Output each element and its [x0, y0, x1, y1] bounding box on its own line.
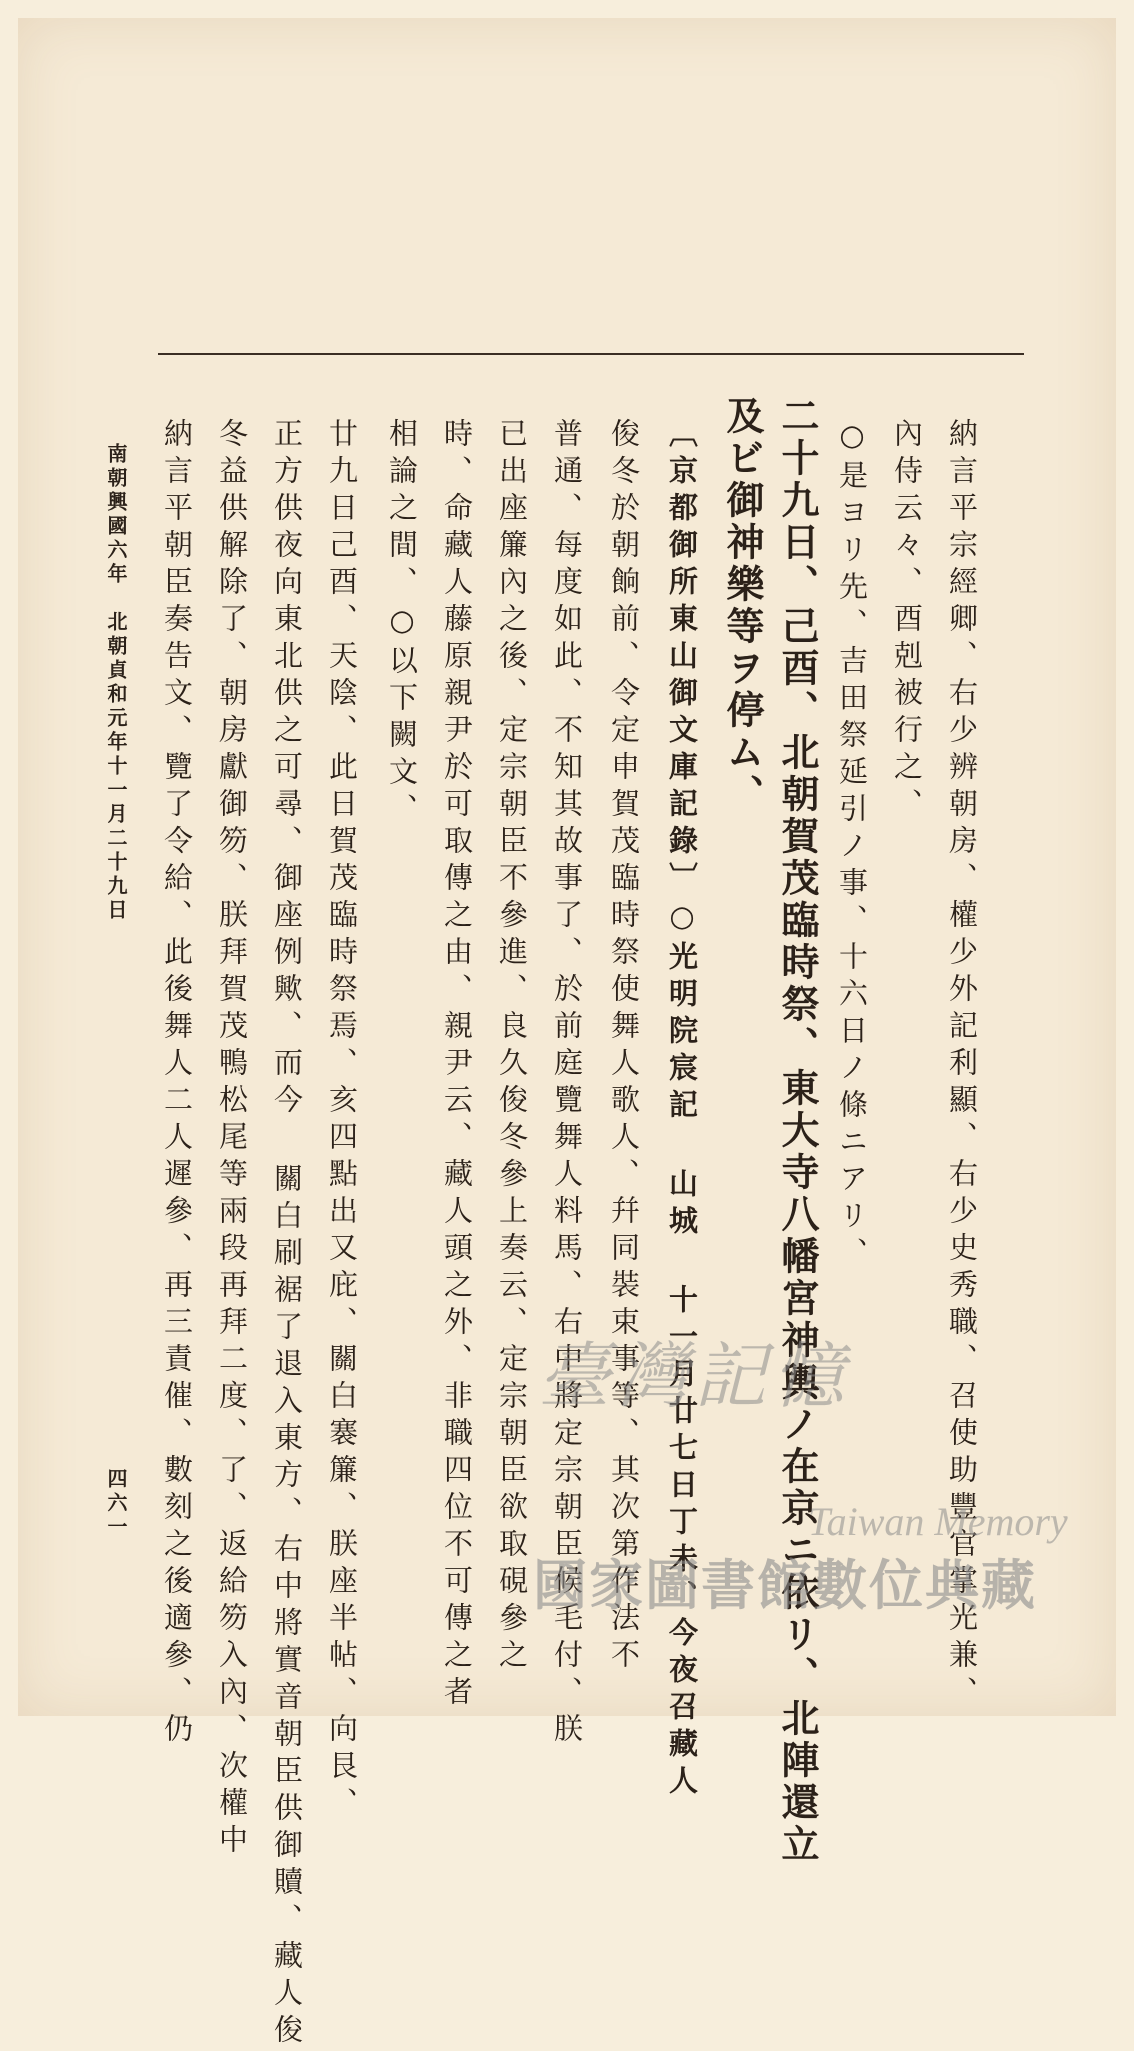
header-rule: [158, 353, 1024, 355]
text-column-3: ○是ヨリ先、吉田祭延引ノ事、十六日ノ條ニアリ、: [835, 418, 869, 1274]
text-column-14: 冬益供解除了、朝房獻御笏、朕拜賀茂鴨松尾等兩段再拜二度、了、返給笏入內、次權中: [215, 418, 249, 1861]
page-number: 四六一: [104, 1468, 128, 1540]
text-column-11: 相論之間、○以下闕文、: [385, 418, 419, 830]
entry-heading-line-2: 及ビ御神樂等ヲ停ム、: [720, 396, 765, 816]
text-column-15: 納言平朝臣奏告文、覽了令給、此後舞人二人遲參、再三責催、數刻之後適參、仍: [160, 418, 194, 1750]
text-column-8: 普通、每度如此、不知其故事了、於前庭覽舞人料馬、右中將定宗朝臣候毛付、朕: [550, 418, 584, 1750]
text-column-1: 納言平宗經卿、右少辨朝房、權少外記利顯、右少史秀職、召使助豐官掌光兼、: [945, 418, 979, 1713]
watermark-english: Taiwan Memory: [808, 1499, 1068, 1544]
watermark-logo-text: 臺灣記憶: [538, 1334, 851, 1418]
running-footer-date: 南朝興國六年 北朝貞和元年十一月二十九日: [104, 443, 128, 923]
source-citation-column: 〔京都御所東山御文庫記錄〕○光明院宸記 山城 十一月廿七日丁未、今夜召藏人: [665, 418, 699, 1802]
document-page: [18, 18, 1116, 2051]
text-column-12: 廿九日己酉、天陰、此日賀茂臨時祭焉、亥四點出又庇、關白褰簾、朕座半帖、向艮、: [325, 418, 359, 1824]
text-column-7: 俊冬於朝餉前、令定申賀茂臨時祭使舞人歌人、幷同裝束事等、其次第作法不: [607, 418, 641, 1676]
text-column-13: 正方供夜向東北供之可尋、御座例歟、而今 關白刷裾了退入東方、右中將實音朝臣供御贖、藏人俊: [270, 418, 304, 2051]
text-column-9: 已出座簾內之後、定宗朝臣不參進、良久俊冬參上奏云、定宗朝臣欲取硯參之: [495, 418, 529, 1676]
text-column-2: 內侍云々、酉剋被行之、: [890, 418, 924, 825]
entry-heading-line-1: 二十九日、己酉、北朝賀茂臨時祭、東大寺八幡宮神輿ノ在京ニ依リ、北陣還立: [775, 396, 820, 1866]
watermark-subtitle: 國家圖書館數位典藏: [533, 1554, 1037, 1617]
text-column-10: 時、命藏人藤原親尹於可取傳之由、親尹云、藏人頭之外、非職四位不可傳之者: [440, 418, 474, 1713]
